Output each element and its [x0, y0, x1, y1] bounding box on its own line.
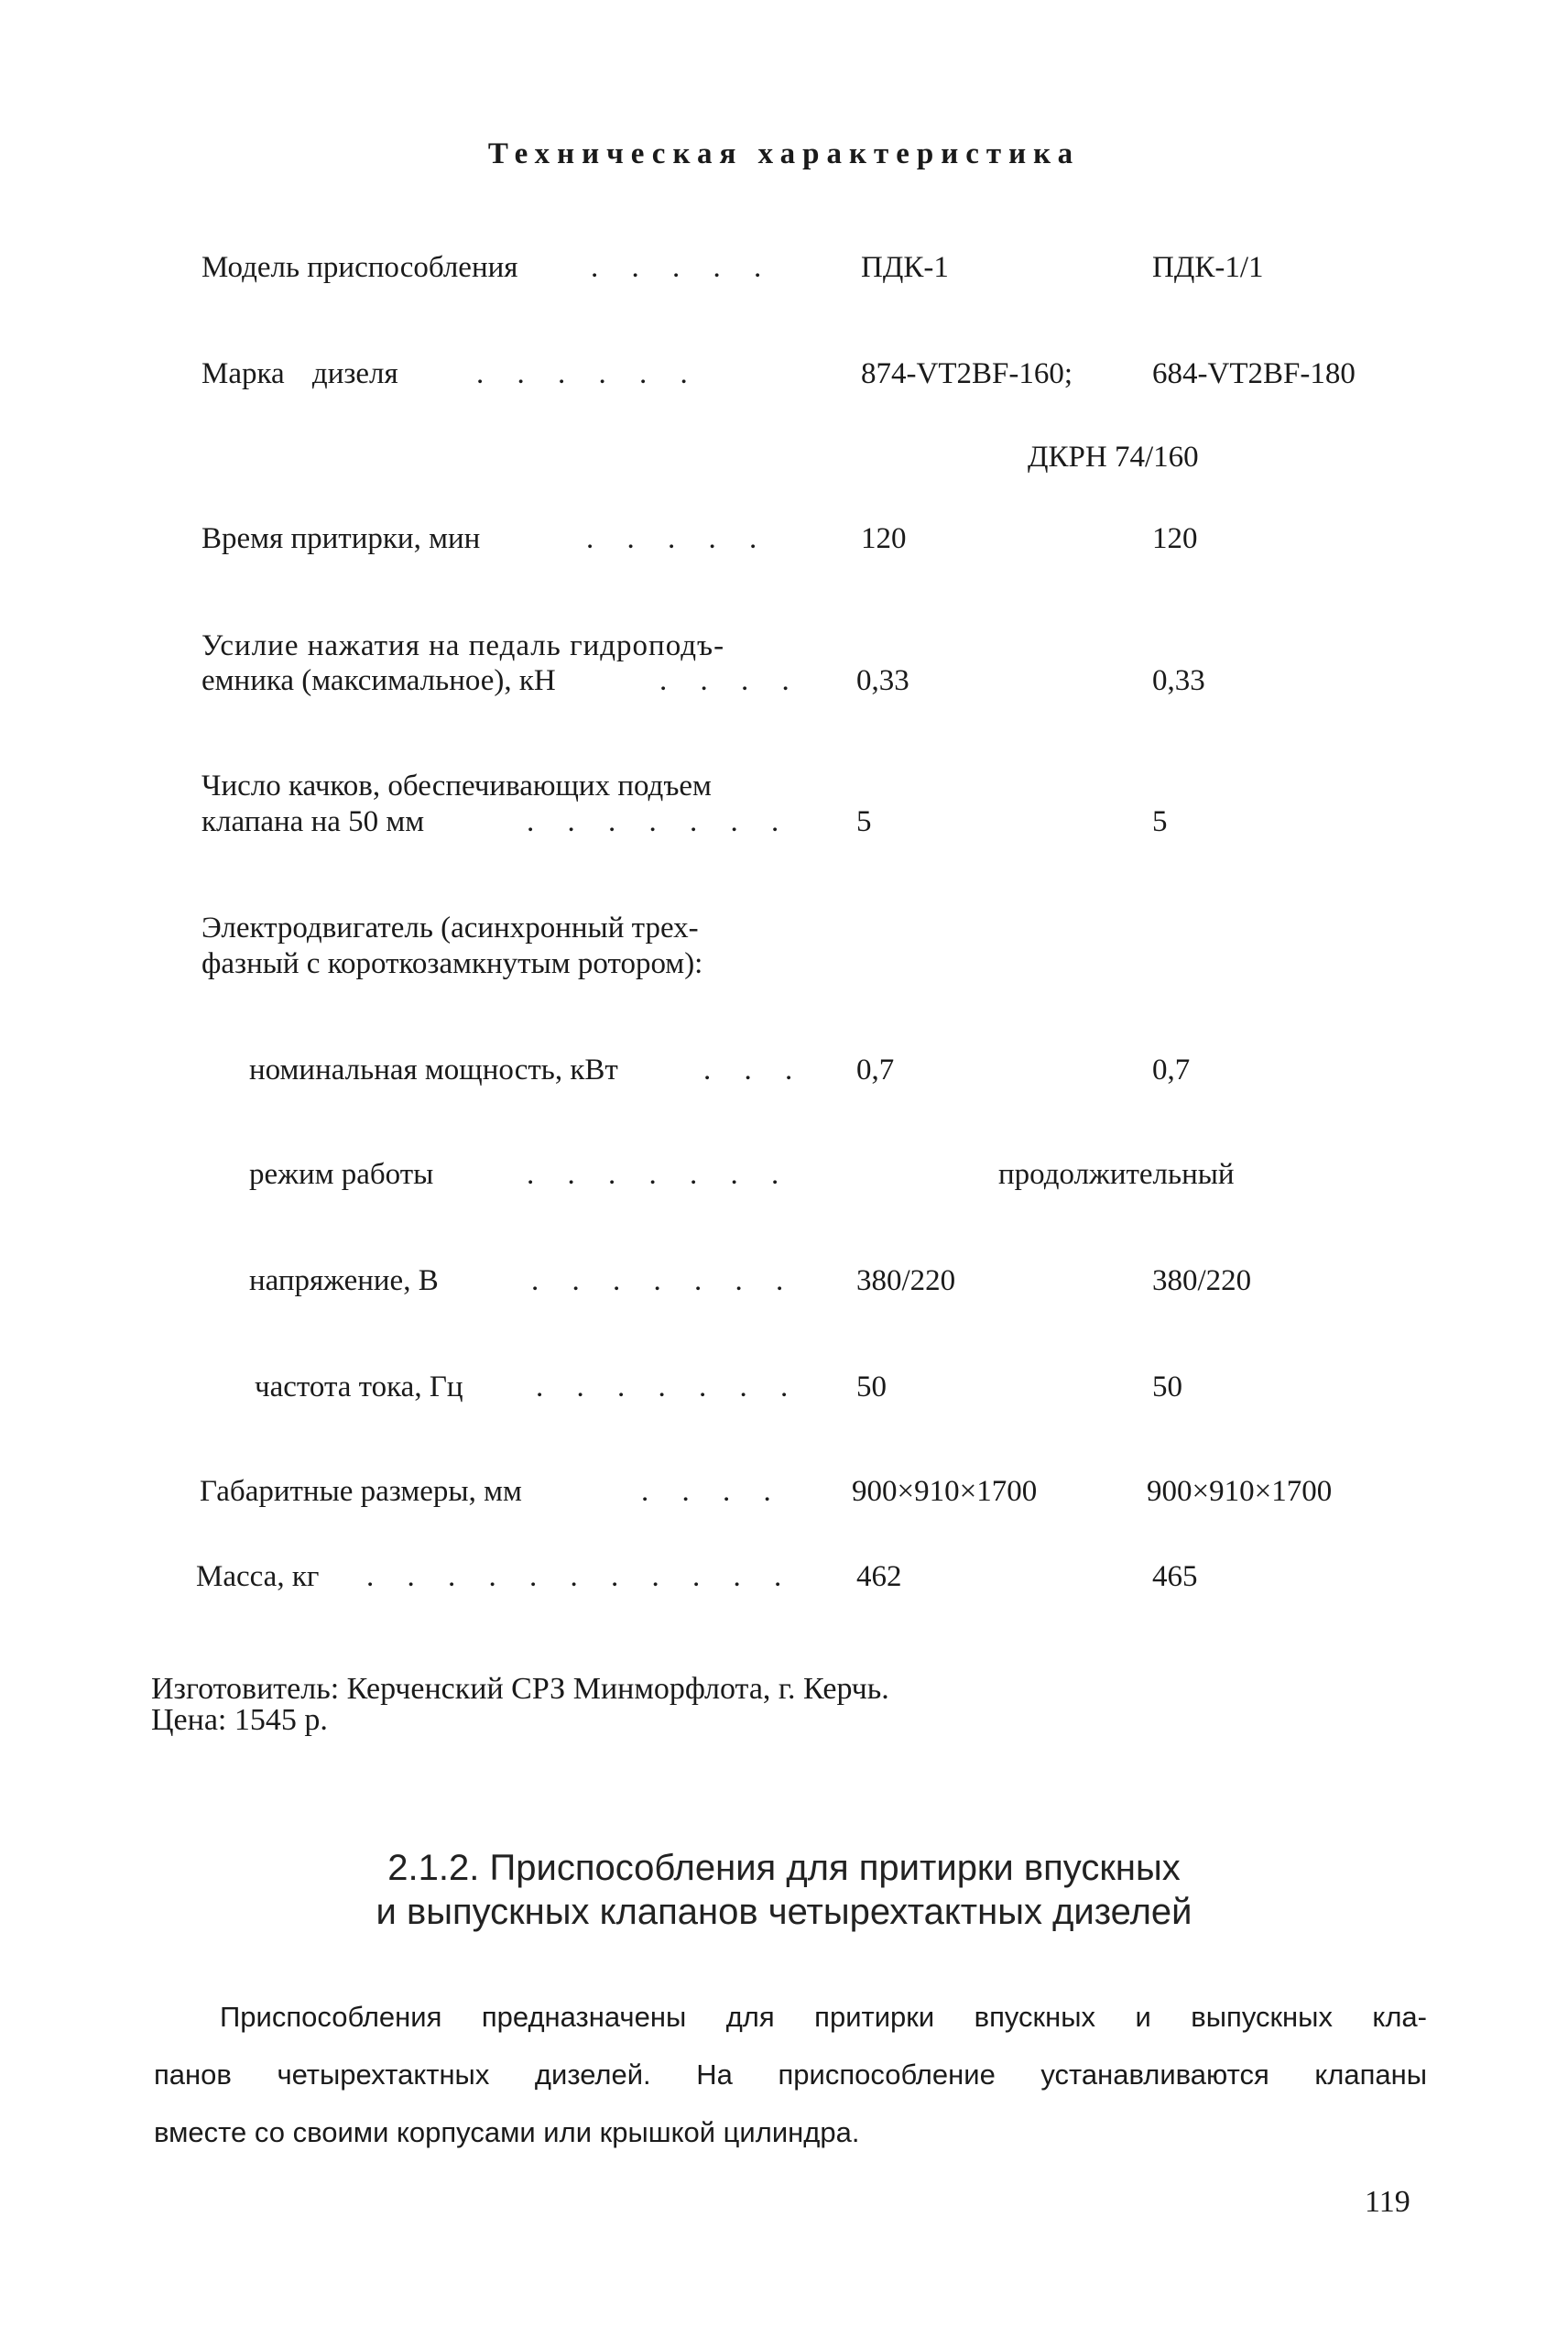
section-heading-line-2: и выпускных клапанов четырехтактных дизелей — [376, 1892, 1192, 1932]
spec-value-strokes-2: 5 — [1152, 805, 1168, 838]
leader-dots: . . . . . . . — [531, 1264, 797, 1297]
spec-value-voltage-2: 380/220 — [1152, 1264, 1252, 1297]
spec-value-frequency-1: 50 — [856, 1370, 887, 1403]
spec-value-dimensions-2: 900×910×1700 — [1147, 1475, 1333, 1508]
leader-dots: . . . . . — [586, 522, 770, 555]
spec-value-power-1: 0,7 — [856, 1054, 895, 1087]
spec-value-model-2: ПДК-1/1 — [1152, 251, 1264, 284]
page-number: 119 — [1365, 2185, 1410, 2219]
spec-value-voltage-1: 380/220 — [856, 1264, 956, 1297]
spec-label-strokes-1: Число качков, обеспечивающих подъем — [201, 770, 712, 803]
price-line: Цена: 1545 р. — [151, 1703, 328, 1737]
paragraph-line-3: вместе со своими корпусами или крышкой цилиндра. — [154, 2116, 860, 2148]
spec-value-force-2: 0,33 — [1152, 664, 1205, 697]
spec-value-force-1: 0,33 — [856, 664, 909, 697]
spec-value-power-2: 0,7 — [1152, 1054, 1191, 1087]
spec-value-diesel-3: ДКРН 74/160 — [1028, 441, 1199, 474]
leader-dots: . . . . . — [591, 251, 775, 284]
leader-dots: . . . . . . . . . . . — [366, 1560, 795, 1593]
spec-value-lapping-2: 120 — [1152, 522, 1198, 555]
spec-label-frequency: частота тока, Гц — [255, 1370, 463, 1403]
paragraph-line-1: Приспособления предназначены для притирки впускных и выпускных кла- — [220, 2001, 1427, 2033]
section-heading-line-1: 2.1.2. Приспособления для притирки впускных — [387, 1848, 1181, 1888]
spec-value-diesel-1: 874-VT2BF-160; — [861, 357, 1073, 390]
spec-label-force-1: Усилие нажатия на педаль гидроподъ- — [201, 629, 725, 662]
leader-dots: . . . . . . — [476, 357, 701, 390]
spec-label-power: номинальная мощность, кВт — [249, 1054, 618, 1087]
manufacturer-line: Изготовитель: Керченский СРЗ Минморфлота, г. Керчь. — [151, 1672, 889, 1706]
leader-dots: . . . . . . . — [536, 1370, 801, 1403]
spec-label-model: Модель приспособления — [201, 251, 518, 284]
spec-label-dimensions: Габаритные размеры, мм — [200, 1475, 522, 1508]
spec-value-mass-2: 465 — [1152, 1560, 1198, 1593]
leader-dots: . . . . — [659, 664, 802, 697]
spec-label-strokes-2: клапана на 50 мм — [201, 805, 425, 838]
leader-dots: . . . . . . . — [527, 805, 792, 838]
spec-label-motor-2: фазный с короткозамкнутым ротором): — [201, 947, 703, 980]
leader-dots: . . . — [703, 1054, 806, 1087]
spec-value-frequency-2: 50 — [1152, 1370, 1182, 1403]
spec-value-strokes-1: 5 — [856, 805, 872, 838]
spec-label-voltage: напряжение, В — [249, 1264, 439, 1297]
spec-value-mass-1: 462 — [856, 1560, 902, 1593]
spec-label-diesel: Марка дизеля — [201, 357, 398, 390]
spec-label-lapping: Время притирки, мин — [201, 522, 481, 555]
spec-value-dimensions-1: 900×910×1700 — [852, 1475, 1038, 1508]
spec-value-lapping-1: 120 — [861, 522, 907, 555]
spec-value-model-1: ПДК-1 — [861, 251, 949, 284]
spec-value-diesel-2: 684-VT2BF-180 — [1152, 357, 1356, 390]
paragraph-line-2: панов четырехтактных дизелей. На приспособление устанавливаются клапаны — [154, 2058, 1427, 2091]
spec-value-mode: продолжительный — [998, 1158, 1235, 1191]
spec-label-mass: Масса, кг — [196, 1560, 320, 1593]
spec-label-motor-1: Электродвигатель (асинхронный трех- — [201, 912, 699, 945]
leader-dots: . . . . . . . — [527, 1158, 792, 1191]
spec-title: Техническая характеристика — [487, 137, 1081, 170]
section-paragraph — [154, 1988, 1427, 2161]
section-heading — [0, 1846, 1568, 1934]
spec-label-mode: режим работы — [249, 1158, 434, 1191]
leader-dots: . . . . — [641, 1475, 784, 1508]
spec-label-force-2: емника (максимальное), кН — [201, 664, 556, 697]
